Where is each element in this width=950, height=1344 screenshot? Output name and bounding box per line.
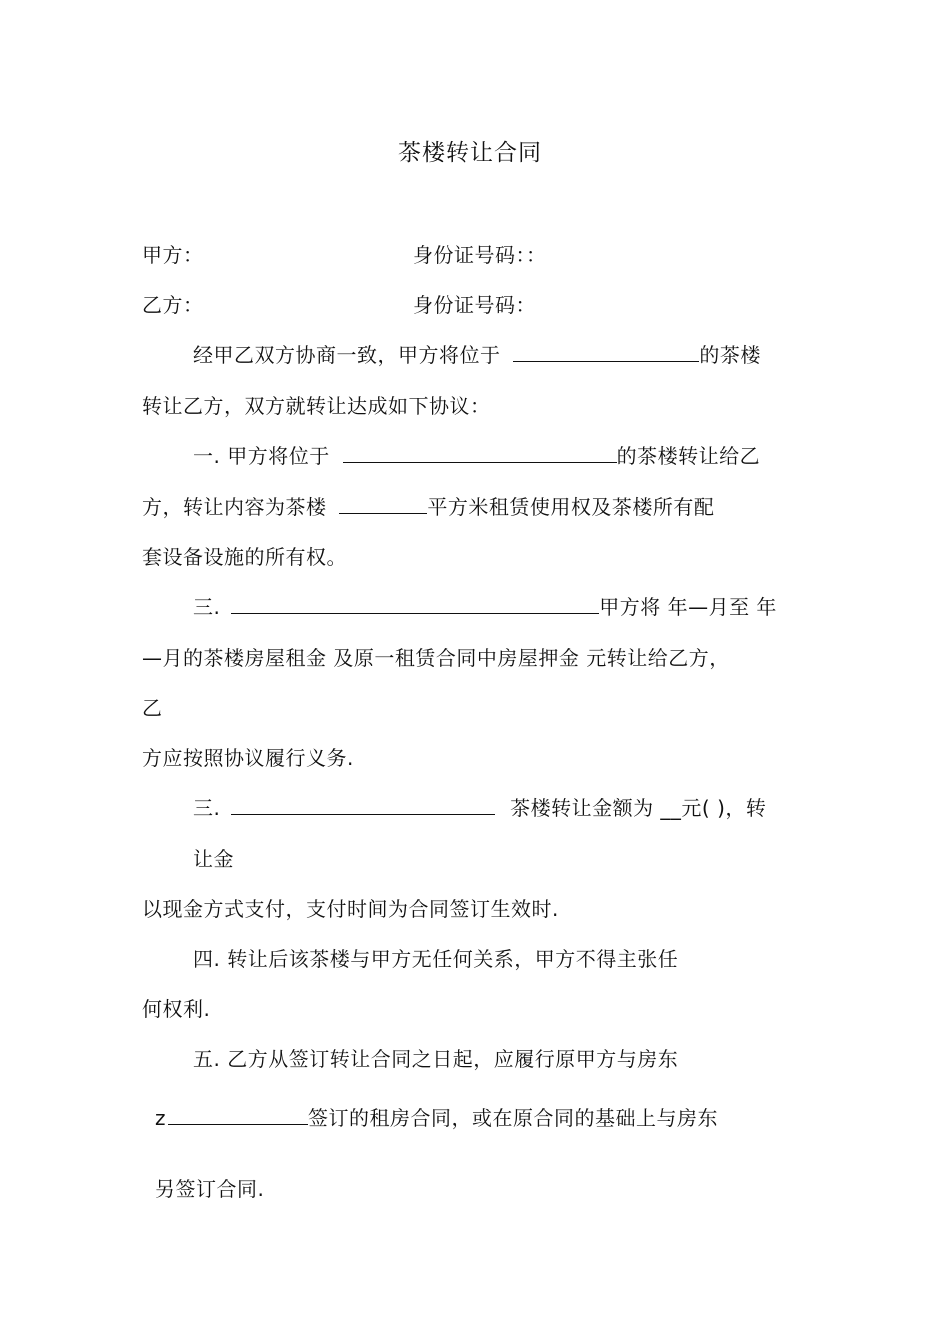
clause-2-line-1 (193, 594, 777, 620)
clause-1-text-4: 平方米租赁使用权及茶楼所有配 (427, 495, 715, 519)
clause-2-blank (231, 595, 599, 614)
clause-1-location-blank (343, 444, 617, 463)
clause-2-line-4: 方应按照协议履行义务. (142, 746, 354, 770)
clause-2-line-2: —月的茶楼房屋租金 及原一租赁合同中房屋押金 元转让给乙方， (142, 646, 730, 670)
clause-2-line-3: 乙 (142, 696, 163, 720)
clause-4-line-1: 四. 转让后该茶楼与甲方无任何关系，甲方不得主张任 (193, 947, 679, 971)
landlord-blank (168, 1106, 308, 1125)
clause-3-line-2: 让金 (193, 847, 234, 871)
party-b-id-label: 身份证号码： (413, 293, 536, 317)
intro-text-1: 经甲乙双方协商一致，甲方将位于 (193, 343, 501, 367)
clause-3-line-3: 以现金方式支付，支付时间为合同签订生效时. (142, 897, 559, 921)
intro-text-2: 的茶楼 (699, 343, 761, 367)
clause-3-blank (231, 796, 495, 815)
clause-3-line-1 (193, 795, 766, 821)
clause-3-text-2: 茶楼转让金额为 __元( )，转 (510, 796, 767, 820)
party-b-label: 乙方： (142, 293, 204, 317)
clause-5-text-1: z (155, 1106, 166, 1130)
clause-1-line-1 (193, 443, 760, 469)
area-blank (339, 495, 427, 514)
party-a-id-label: 身份证号码：： (413, 243, 547, 267)
clause-1-line-3: 套设备设施的所有权。 (142, 545, 347, 569)
clause-1-line-2 (142, 494, 714, 520)
intro-line-1 (193, 342, 761, 368)
clause-2-text-1: 三. (193, 595, 221, 619)
clause-5-text-2: 签订的租房合同，或在原合同的基础上与房东 (308, 1106, 718, 1130)
clause-1-text-2: 的茶楼转让给乙 (616, 444, 761, 468)
clause-1-text-1: 一. 甲方将位于 (193, 444, 330, 468)
document-title: 茶楼转让合同 (398, 140, 542, 166)
clause-5-line-1: 五. 乙方从签订转让合同之日起，应履行原甲方与房东 (193, 1047, 679, 1071)
clause-2-text-2: 甲方将 年—月至 年 (599, 595, 777, 619)
clause-5-line-2 (155, 1105, 718, 1131)
intro-line-2: 转让乙方，双方就转让达成如下协议： (142, 394, 491, 418)
party-a-label: 甲方： (142, 243, 204, 267)
location-blank (513, 343, 699, 362)
clause-1-text-3: 方，转让内容为茶楼 (142, 495, 327, 519)
clause-5-line-3: 另签订合同. (155, 1177, 265, 1201)
clause-3-text-1: 三. (193, 796, 221, 820)
clause-4-line-2: 何权利. (142, 997, 211, 1021)
